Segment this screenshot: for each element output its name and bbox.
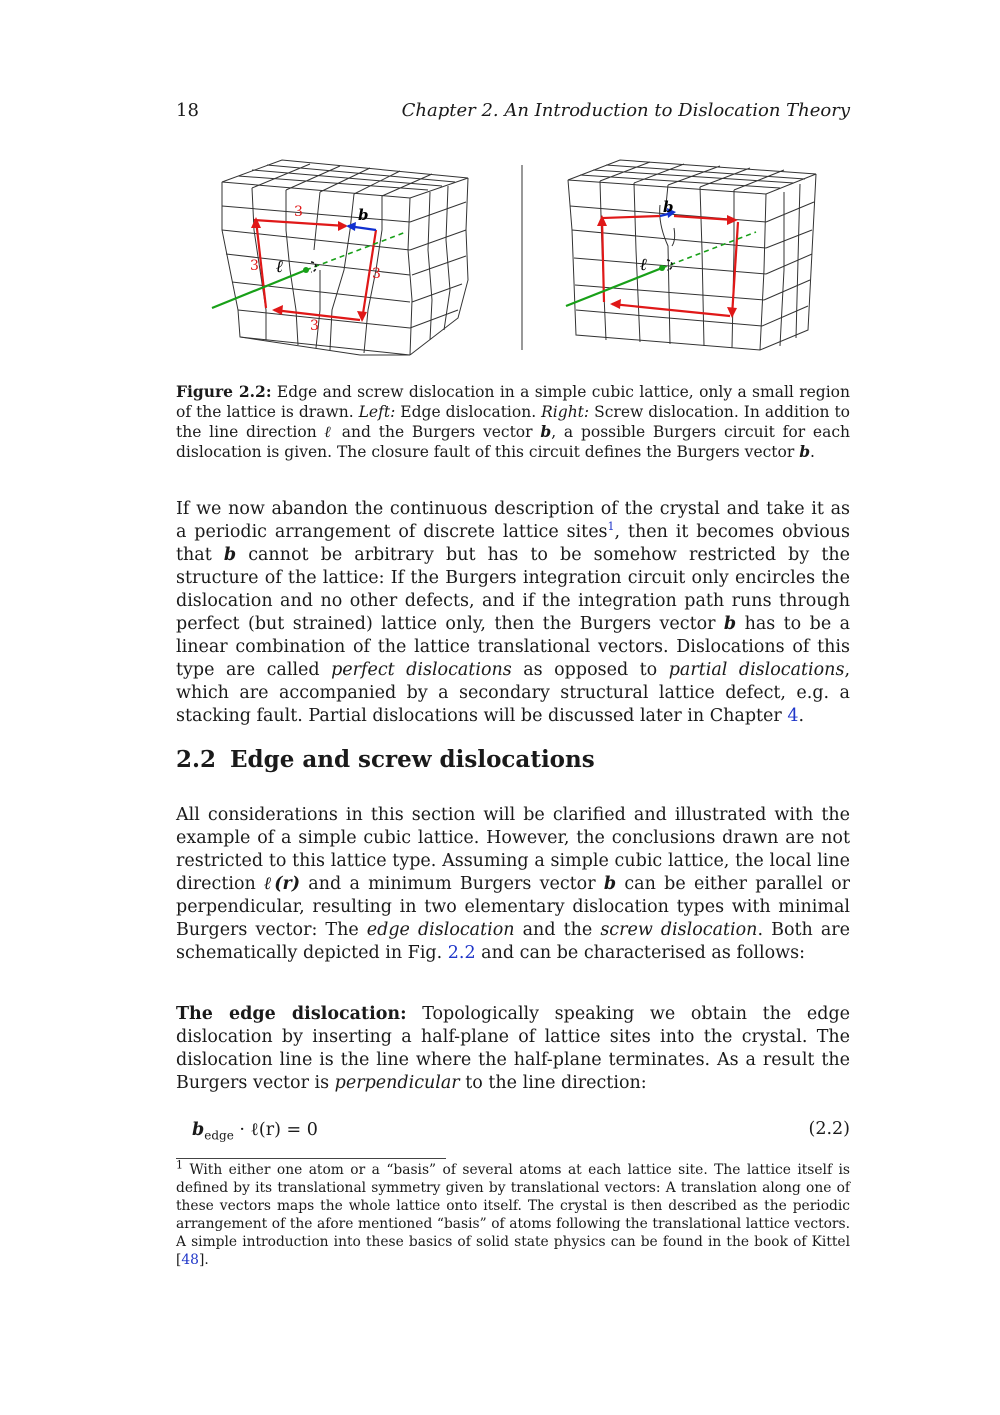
chapter-title: Chapter 2. An Introduction to Dislocation Theory [401,100,850,121]
symbol-b: b [223,545,237,565]
term-partial: partial dislocations [668,660,845,680]
citation-link[interactable]: 48 [181,1252,199,1268]
footnote-ref[interactable]: 1 [607,520,615,534]
label-b-left: b [358,206,369,224]
text: If we now abandon the continuous description of the crystal and take it as a periodic arrangement of discrete lattice sites [176,499,850,542]
text: With either one atom or a “basis” of several atoms at each lattice site. The lattice itself is defined by its translational symmetry given by translational vectors: A translation along one of these vectors maps the whole lattice onto itself. The crystal is then described as the periodic arrangement of the afore mentioned “basis” of atoms following the translational lattice vectors. A simple introduction into these basics of solid state physics can be found in the book of Kittel [ [176,1162,850,1268]
text: . [798,706,805,726]
caption-symbol-b: b [799,442,811,461]
caption-text: . [810,443,815,461]
section-title: Edge and screw dislocations [230,746,595,773]
text: , then it becomes obvious that [176,522,850,565]
label-b-right: b [663,198,674,216]
text: and can be characterised as follows: [475,943,805,963]
text: cannot be arbitrary but has to be somehow restricted by the structure of the lattice: If the Burgers integration circuit only encircles the dislocation and no other defects, and if the integration path runs through perfect (but strained) lattice only, then the Burgers vector [176,545,850,634]
label-l-right: ℓ [640,255,648,275]
screw-dislocation-core [659,265,665,271]
caption-label: Figure 2.2: [176,382,272,401]
text: and the [514,920,601,940]
text: as opposed to [511,660,669,680]
edge-dislocation-core [303,267,309,273]
term-edge: edge dislocation [366,920,515,940]
label-l-left: ℓ [276,257,284,277]
figure-link[interactable]: 2.2 [447,943,476,963]
equation-expression [192,1119,318,1143]
screw-line-direction-solid [566,268,662,306]
term-perfect: perfect dislocations [331,660,512,680]
text: ]. [198,1252,209,1268]
equation-number: (2.2) [808,1119,850,1139]
page-number: 18 [176,100,199,121]
text: , which are accompanied by a secondary structural lattice defect, e.g. a stacking fault. Partial dislocations will be discussed later in Chapter [176,660,851,726]
running-header [176,100,850,121]
text: has to be a linear combination of the lattice translational vectors. Dislocations of this type are called [176,614,851,680]
footnote-mark: 1 [176,1158,183,1172]
term-perpendicular: perpendicular [334,1073,460,1093]
caption-text: , a possible Burgers circuit for each dislocation is given. The closure fault of this circuit defines the Burgers vector [176,423,850,461]
symbol-b: b [723,614,737,634]
paragraph-considerations [176,804,850,965]
caption-symbol-b: b [540,422,552,441]
text: Topologically speaking we obtain the edge dislocation by inserting a half-plane of lattice sites into the crystal. The dislocation line is the line where the half-plane terminates. As a result the Burgers vector is [176,1004,850,1093]
paragraph-heading: The edge dislocation: [176,1004,407,1024]
paragraph-lattice-sites [176,498,850,728]
caption-symbol-l: ℓ [324,422,334,441]
footnote-rule [176,1158,446,1159]
caption-text: Edge dislocation. [395,403,542,421]
symbol-b: b [603,874,617,894]
paragraph-edge-dislocation [176,1003,850,1095]
label-top-3: 3 [294,204,303,220]
figure-caption [176,382,850,462]
caption-text: Screw dislocation. In addition to the line direction [176,403,851,441]
edge-line-direction-dashed [306,232,406,270]
text: can be either parallel or perpendicular, resulting in two elementary dislocation types with minimal Burgers vector: The [176,874,850,940]
caption-left: Left: [358,403,396,421]
caption-text: Edge and screw dislocation in a simple cubic lattice, only a small region of the lattice is drawn. [176,383,850,421]
screw-circuit-arrowheads [597,215,738,318]
screw-line-direction-dashed [662,232,756,268]
symbol-l-r: ℓ(r) [264,874,300,894]
caption-right: Right: [541,403,590,421]
label-right-3: 3 [372,266,381,282]
term-screw: screw dislocation [600,920,758,940]
dislocation-figure [200,150,840,365]
chapter-link[interactable]: 4 [787,706,799,726]
text: All considerations in this section will be clarified and illustrated with the example of a simple cubic lattice. However, the conclusions drawn are not restricted to this lattice type. Assuming a simple cubic lattice, the local line direction [176,805,850,894]
label-left-3: 3 [250,258,259,274]
section-number: 2.2 [176,746,217,773]
figure-2-2 [200,150,840,365]
eq-subscript: edge [204,1128,234,1143]
eq-rest: · ℓ(r) = 0 [233,1120,318,1140]
section-heading [176,746,595,773]
text: and a minimum Burgers vector [300,874,604,894]
caption-text: and the Burgers vector [334,423,541,441]
eq-symbol-b: b [192,1120,205,1140]
footnote [176,1158,850,1269]
text: to the line direction: [459,1073,647,1093]
text: . Both are schematically depicted in Fig. [176,920,850,963]
screw-lattice [568,160,816,350]
label-bottom-3: 3 [310,318,319,334]
